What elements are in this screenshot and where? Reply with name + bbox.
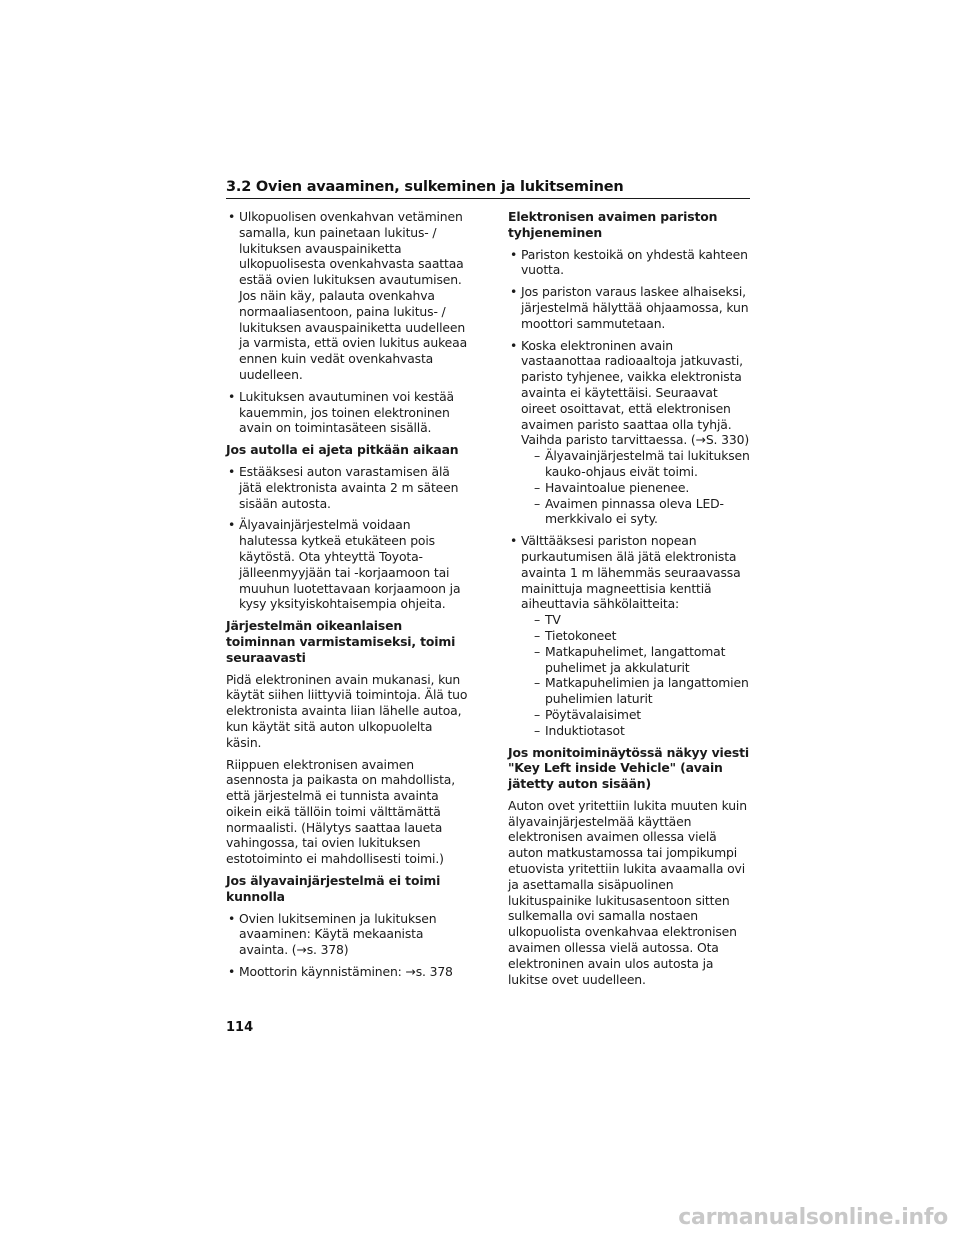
right-column — [508, 209, 752, 993]
dash-item: – Matkapuhelimien ja langattomien puhelimien laturit — [521, 675, 752, 707]
bullet-item-with-sublist — [508, 533, 752, 738]
subheading: Jos älyavainjärjestelmä ei toimi kunnolla — [226, 873, 441, 904]
bullet-text: • Välttääksesi pariston nopean purkautumisen älä jätä elektronista avainta 1 m lähemmäs seuraavassa mainittuja magneettisia kenttiä aiheuttavia sähkölaitteita: — [521, 533, 741, 612]
paragraph: Riippuen elektronisen avaimen asennosta ja paikasta on mahdollista, että järjestelmä ei tunnista avainta oikein eikä tällöin toimi välttämättä normaalisti. (Hälytys saattaa laueta vahingossa, tai ovien lukituksen estotoiminto ei mahdollisesti toimi.) — [226, 756, 456, 867]
section-title: 3.2 Ovien avaaminen, sulkeminen ja lukitseminen — [226, 179, 624, 195]
subheading: Elektronisen avaimen pariston tyhjeneminen — [508, 209, 718, 240]
paragraph: Auton ovet yritettiin lukita muuten kuin älyavainjärjestelmää käyttäen elektronisen avaimen ollessa vielä auton matkustamossa tai jompikumpi etuovista yritettiin lukita avaamalla ovi ja asettamalla sisäpuolinen lukituspainike lukitusasentoon sitten sulkemalla ovi samalla nostaen ulkopuolista ovenkahvaa elektronisen avaimen ollessa vielä autossa. Ota elektroninen avain ulos autosta ja lukitse ovet uudelleen. — [508, 797, 747, 987]
watermark: carmanualsonline.info — [678, 1205, 948, 1230]
bullet-item: • Lukituksen avautuminen voi kestää kauemmin, jos toinen elektroninen avain on toimintasäteen sisällä. — [226, 389, 470, 436]
dash-item: – Induktiotasot — [521, 723, 752, 739]
bullet-item: • Estääksesi auton varastamisen älä jätä elektronista avainta 2 m säteen sisään autosta. — [226, 464, 470, 511]
dash-item: – Tietokoneet — [521, 628, 752, 644]
dash-item: – TV — [521, 612, 752, 628]
dash-item: – Pöytävalaisimet — [521, 707, 752, 723]
bullet-item: • Älyavainjärjestelmä voidaan halutessa kytkeä etukäteen pois käytöstä. Ota yhteyttä Toyota-jälleenmyyjään tai -korjaamoon tai muuhun luotettavaan korjaamoon ja kysy yksityiskohtaisempia ohjeita. — [226, 517, 470, 612]
bullet-item: • Pariston kestoikä on yhdestä kahteen vuotta. — [508, 247, 752, 279]
page-number: 114 — [226, 1020, 254, 1035]
bullet-item: • Ovien lukitseminen ja lukituksen avaaminen: Käytä mekaanista avainta. (→s. 378) — [226, 911, 470, 958]
left-column — [226, 209, 470, 986]
dash-item: – Avaimen pinnassa oleva LED-merkkivalo ei syty. — [521, 496, 752, 528]
bullet-item: • Jos pariston varaus laskee alhaiseksi, järjestelmä hälyttää ohjaamossa, kun moottori sammutetaan. — [508, 284, 752, 331]
bullet-text: • Koska elektroninen avain vastaanottaa radioaaltoja jatkuvasti, paristo tyhjenee, vaikka elektronista avainta ei käytettäisi. Seuraavat oireet osoittavat, että elektronisen avaimen paristo saattaa olla tyhjä. Vaihda paristo tarvittaessa. (→S. 330) — [521, 337, 750, 448]
dash-item: – Älyavainjärjestelmä tai lukituksen kauko-ohjaus eivät toimi. — [521, 448, 752, 480]
bullet-item: • Moottorin käynnistäminen: →s. 378 — [226, 964, 470, 980]
dash-item: – Matkapuhelimet, langattomat puhelimet ja akkulaturit — [521, 644, 752, 676]
subheading: Järjestelmän oikeanlaisen toiminnan varmistamiseksi, toimi seuraavasti — [226, 618, 456, 665]
section-header — [226, 176, 750, 199]
subheading: Jos monitoiminäytössä näkyy viesti "Key Left inside Vehicle" (avain jätetty auton sisään) — [508, 744, 749, 792]
bullet-item-with-sublist — [508, 338, 752, 528]
dash-item: – Havaintoalue pienenee. — [521, 480, 752, 496]
subheading: Jos autolla ei ajeta pitkään aikaan — [226, 442, 459, 458]
bullet-item: • Ulkopuolisen ovenkahvan vetäminen samalla, kun painetaan lukitus- / lukituksen avauspainiketta ulkopuolisesta ovenkahvasta saattaa estää ovien lukituksen avautumisen. Jos näin käy, palauta ovenkahva normaaliasentoon, paina lukitus- / lukituksen avauspainiketta uudelleen ja varmista, että ovien lukitus aukeaa ennen kuin vedät ovenkahvasta uudelleen. — [226, 209, 470, 383]
paragraph: Pidä elektroninen avain mukanasi, kun käytät siihen liittyviä toimintoja. Älä tuo elektronista avainta liian lähelle autoa, kun käytät sitä auton ulkopuolelta käsin. — [226, 671, 468, 750]
